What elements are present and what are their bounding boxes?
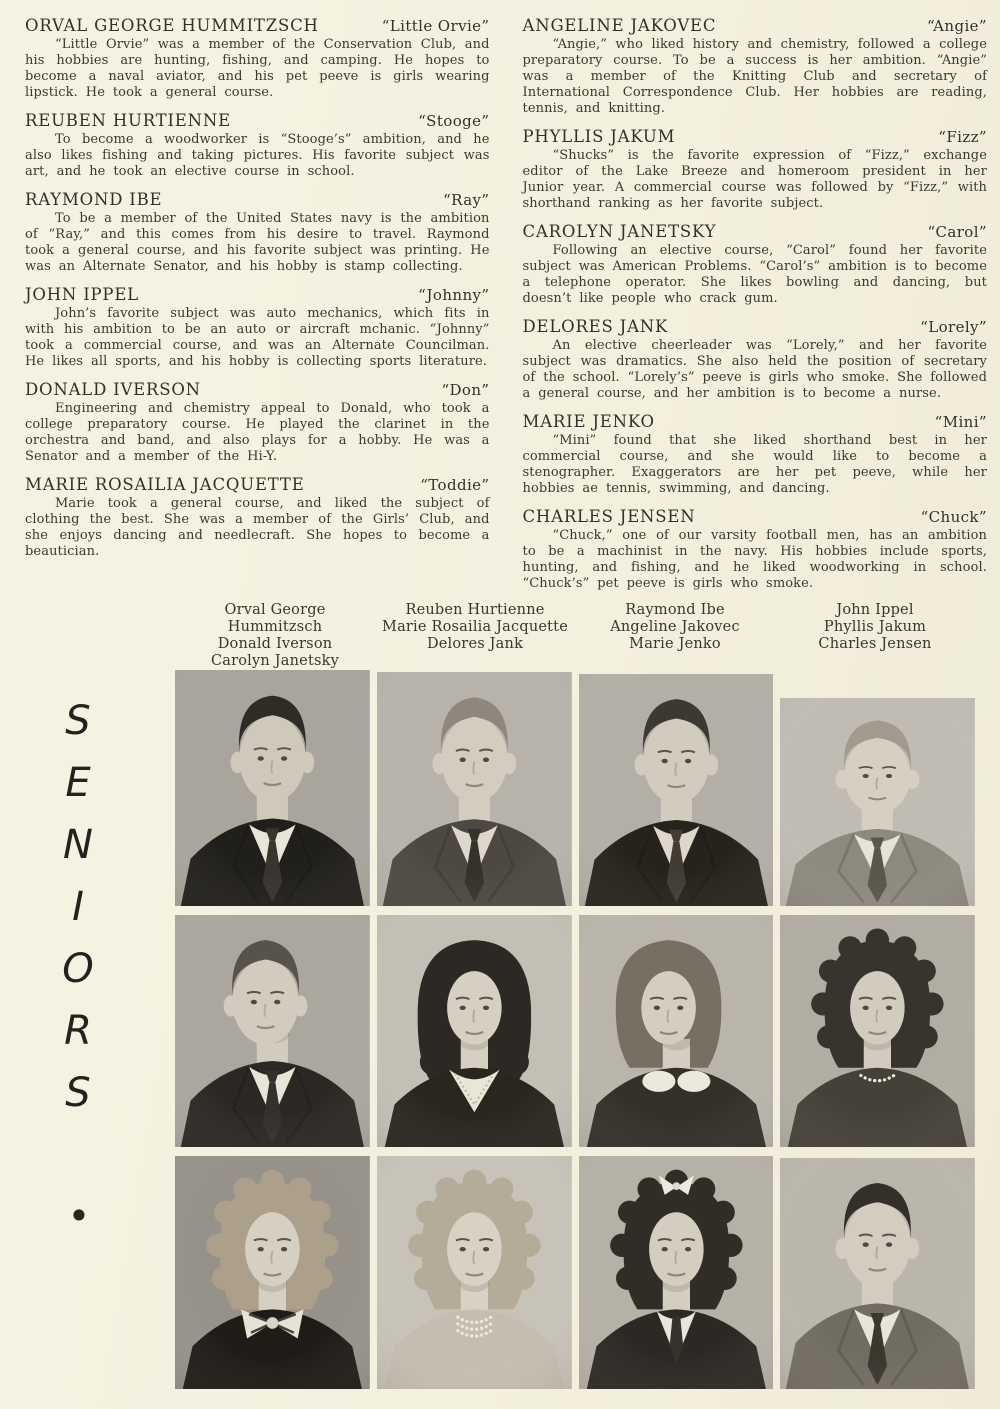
caption-name: Delores Jank (426, 636, 524, 652)
bio-entry-header (25, 475, 490, 495)
student-name: RAYMOND IBE (25, 190, 163, 209)
caption-column (375, 602, 575, 670)
portrait-photo (377, 1156, 572, 1389)
seniors-letter: E (65, 760, 91, 806)
seniors-letter: S (65, 698, 91, 744)
portrait-photo (579, 1156, 774, 1389)
student-bio: Engineering and chemistry appeal to Donald, who took a college preparatory course. He played the clarinet in the orchestra and band, and also plays for a hobby. He was a Senator and a member of the Hi-Y. (25, 401, 490, 464)
student-nickname: “Ray” (443, 191, 490, 209)
bio-entry-header (25, 380, 490, 400)
student-name: CAROLYN JANETSKY (522, 222, 717, 241)
caption-name: Carolyn Janetsky (210, 653, 339, 669)
student-nickname: “Fizz” (938, 128, 987, 146)
student-bio: To be a member of the United States navy is the ambition of “Ray,” and this comes from his desire to travel. Raymond took a general course, and his favorite subject was printing. He was an Alternate Senator, and his hobby is stamp collecting. (25, 211, 490, 274)
student-nickname: “Toddie” (420, 476, 490, 494)
portrait-cell (377, 670, 572, 906)
student-bio: Marie took a general course, and liked the subject of clothing the best. She was a member of the Girls’ Club, and she enjoys dancing and needlecraft. She hopes to become a beautician. (25, 496, 490, 559)
student-bio: “Shucks” is the favorite expression of “Fizz,” exchange editor of the Lake Breeze and homeroom president in her Junior year. A commercial course was followed by “Fizz,” with shorthand ranking as her favorite subject. (522, 148, 987, 211)
portrait-cell (579, 1156, 774, 1389)
caption-name: Raymond Ibe (625, 602, 725, 618)
portrait-cell (377, 1156, 572, 1389)
caption-name: Orval George Hummitzsch (224, 602, 326, 635)
decorative-bullet: • (67, 1194, 91, 1238)
student-nickname: “Lorely” (920, 318, 987, 336)
bio-entry (25, 380, 490, 465)
portrait-grid (175, 670, 975, 1389)
bio-entry-header (523, 222, 988, 242)
seniors-letter: I (72, 884, 84, 930)
bio-entry (523, 127, 988, 212)
bio-entry (25, 285, 490, 370)
portrait-photo (579, 915, 774, 1147)
student-name: MARIE JENKO (522, 412, 655, 431)
portrait-photo (175, 1156, 370, 1389)
portrait-photo (579, 674, 774, 906)
bio-entry-header (25, 16, 490, 36)
seniors-letter: N (63, 822, 93, 868)
portrait-photo (377, 672, 572, 906)
portrait-cell (175, 1156, 370, 1389)
bio-entry (523, 16, 988, 117)
student-bio: Following an elective course, “Carol” found her favorite subject was American Problems. “Carol’s” ambition is to become a telephone operator. She likes bowling and dancing, but doesn’t like people who crack gum. (522, 243, 987, 306)
bio-entry-header (25, 111, 490, 131)
student-name: ORVAL GEORGE HUMMITZSCH (25, 16, 319, 35)
student-nickname: “Stooge” (418, 112, 490, 130)
portrait-photo (175, 915, 370, 1147)
student-nickname: “Carol” (927, 223, 987, 241)
student-name: JOHN IPPEL (25, 285, 139, 304)
caption-name: Donald Iverson (217, 636, 333, 652)
photo-caption-row (175, 602, 975, 670)
student-bio: “Angie,” who liked history and chemistry, followed a college preparatory course. To be a success is her ambition. “Angie” was a member of the Knitting Club and secretary of International Correspondence Club. Her hobbies are reading, tennis, and knitting. (522, 37, 987, 116)
bio-column-right (523, 16, 988, 602)
bio-entry (523, 317, 988, 402)
bio-entry (523, 507, 988, 592)
seniors-vertical-title (46, 690, 110, 1124)
bio-entry-header (523, 127, 988, 147)
portrait-photo (377, 915, 572, 1147)
caption-name: Marie Jenko (629, 636, 721, 652)
student-bio: To become a woodworker is “Stooge’s” ambition, and he also likes fishing and taking pictures. His favorite subject was art, and he took an elective course in school. (25, 132, 490, 179)
portrait-cell (579, 670, 774, 906)
caption-name: Reuben Hurtienne (405, 602, 545, 618)
seniors-letter: S (65, 1070, 91, 1116)
portrait-cell (780, 915, 975, 1147)
bio-entry (25, 190, 490, 275)
student-nickname: “Mini” (934, 413, 987, 431)
portrait-photo (780, 915, 975, 1147)
student-bio: An elective cheerleader was “Lorely,” and her favorite subject was dramatics. She also held the position of secretary of the school. “Lorely’s” peeve is girls who smoke. She followed a general course, and her ambition is to become a nurse. (522, 338, 987, 401)
caption-name: Charles Jensen (818, 636, 932, 652)
bio-entry-header (25, 285, 490, 305)
portrait-photo (780, 1158, 975, 1389)
student-name: DELORES JANK (522, 317, 669, 336)
caption-name: Marie Rosailia Jacquette (382, 619, 568, 635)
bio-entry (523, 412, 988, 497)
bio-entry (25, 111, 490, 180)
caption-column (575, 602, 775, 670)
portrait-cell (377, 915, 572, 1147)
student-name: CHARLES JENSEN (522, 507, 696, 526)
caption-name: Angeline Jakovec (610, 619, 740, 635)
student-name: PHYLLIS JAKUM (522, 127, 676, 146)
bio-entry (523, 222, 988, 307)
portrait-cell (175, 670, 370, 906)
portrait-photo (175, 670, 370, 906)
student-bio: “Mini” found that she liked shorthand best in her commercial course, and she would like to become a stenographer. Exaggerators are her pet peeve, while her hobbies ae tennis, swimming, and dancing. (522, 433, 987, 496)
bio-section (25, 16, 987, 602)
caption-name: John Ippel (836, 602, 914, 618)
seniors-letter: R (64, 1008, 92, 1054)
student-nickname: “Chuck” (920, 508, 987, 526)
student-bio: “Chuck,” one of our varsity football men, has an ambition to be a machinist in the navy. His hobbies include sports, hunting, and fishing, and he liked woodworking in school. “Chuck’s” pet peeve is girls who smoke. (522, 528, 987, 591)
student-bio: John’s favorite subject was auto mechanics, which fits in with his ambition to be an auto or aircraft mchanic. “Johnny” took a commercial course, and was an Alternate Councilman. He likes all sports, and his hobby is collecting sports literature. (25, 306, 490, 369)
student-nickname: “Don” (441, 381, 490, 399)
seniors-letter: O (62, 946, 94, 992)
bio-column-left (25, 16, 490, 602)
student-name: REUBEN HURTIENNE (25, 111, 231, 130)
bio-entry-header (523, 317, 988, 337)
bio-entry-header (523, 16, 988, 36)
bio-entry (25, 475, 490, 560)
bio-entry-header (25, 190, 490, 210)
student-name: MARIE ROSAILIA JACQUETTE (25, 475, 305, 494)
caption-column (775, 602, 975, 670)
bio-entry-header (523, 507, 988, 527)
portrait-cell (780, 1156, 975, 1389)
student-nickname: “Angie” (927, 17, 987, 35)
portrait-cell (175, 915, 370, 1147)
portrait-cell (780, 670, 975, 906)
student-name: DONALD IVERSON (25, 380, 201, 399)
caption-name: Phyllis Jakum (823, 619, 927, 635)
bio-entry (25, 16, 490, 101)
student-name: ANGELINE JAKOVEC (522, 16, 717, 35)
student-nickname: “Johnny” (418, 286, 490, 304)
bio-entry-header (523, 412, 988, 432)
caption-column (175, 602, 375, 670)
student-nickname: “Little Orvie” (381, 17, 490, 35)
student-bio: “Little Orvie” was a member of the Conservation Club, and his hobbies are hunting, fishing, and camping. He hopes to become a naval aviator, and his pet peeve is girls wearing lipstick. He took a general course. (25, 37, 490, 100)
portrait-cell (579, 915, 774, 1147)
portrait-photo (780, 698, 975, 906)
